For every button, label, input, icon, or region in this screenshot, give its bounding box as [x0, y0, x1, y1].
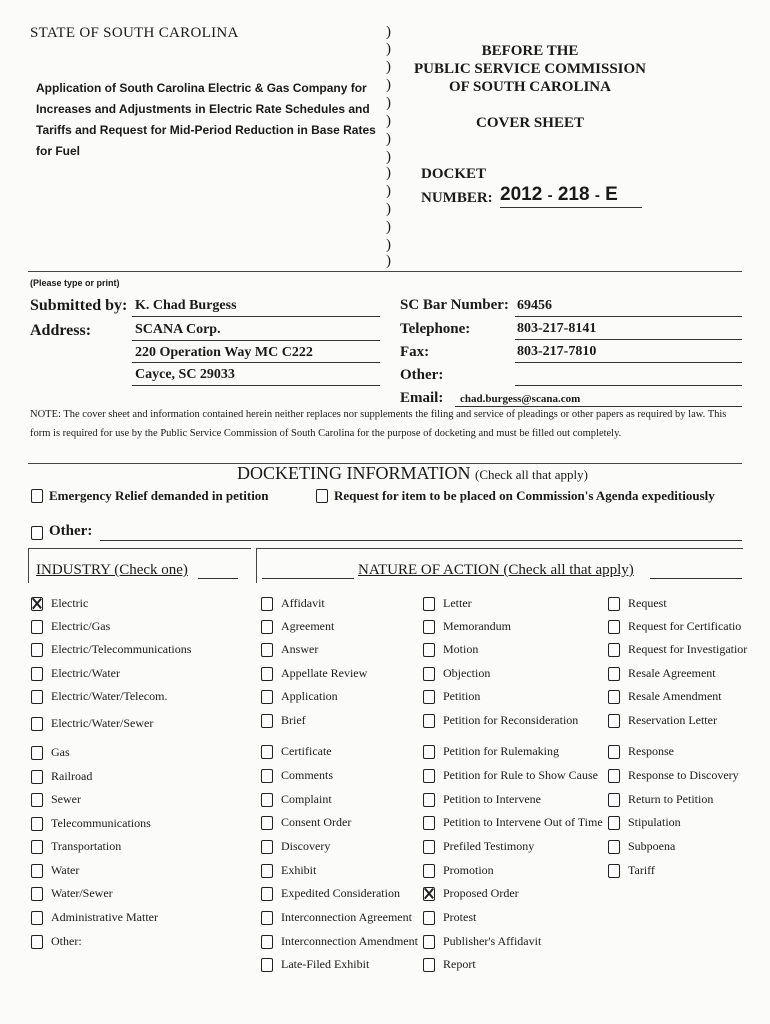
option-label: Other: [51, 934, 82, 948]
option-label: Petition for Rule to Show Cause [443, 768, 598, 782]
option-label: Petition [443, 689, 481, 703]
option-checkbox[interactable] [261, 714, 273, 728]
option-checkbox[interactable] [423, 714, 435, 728]
option-label: Transportation [51, 839, 122, 853]
caption-paren: ) [386, 59, 391, 75]
option-checkbox[interactable] [608, 793, 620, 807]
option-label: Electric/Water/Sewer [51, 716, 154, 730]
option-label: Request for Investigatior [628, 642, 748, 656]
option-checkbox[interactable] [608, 769, 620, 783]
option-label: Expedited Consideration [281, 886, 400, 900]
option-label: Certificate [281, 744, 332, 758]
option-label: Return to Petition [628, 792, 714, 806]
option-label: Publisher's Affidavit [443, 934, 542, 948]
option-checkbox[interactable] [423, 793, 435, 807]
option-checkbox[interactable] [31, 620, 43, 634]
option-label: Answer [281, 642, 319, 656]
option-label: Letter [443, 596, 472, 610]
docket-number [500, 184, 618, 206]
option-checkbox[interactable] [31, 717, 43, 731]
option-checkbox[interactable] [31, 840, 43, 854]
emergency-checkbox[interactable] [31, 489, 43, 503]
option-label: Water/Sewer [51, 886, 113, 900]
header-divider [28, 271, 742, 272]
caption-paren: ) [386, 219, 391, 235]
docketing-title-text: DOCKETING INFORMATION [237, 463, 471, 483]
option-checkbox[interactable] [608, 816, 620, 830]
docket-type: E [605, 184, 618, 205]
option-checkbox[interactable] [423, 840, 435, 854]
caption-paren: ) [386, 41, 391, 57]
option-checkbox[interactable] [423, 887, 435, 901]
option-checkbox[interactable] [31, 817, 43, 831]
option-checkbox[interactable] [423, 935, 435, 949]
docket-year: 2012 [500, 184, 543, 205]
option-label: Interconnection Amendment [281, 934, 418, 948]
option-label: Sewer [51, 792, 81, 806]
option-checkbox[interactable] [423, 597, 435, 611]
option-label: Administrative Matter [51, 910, 158, 924]
option-label: Water [51, 863, 80, 877]
option-label: Report [443, 957, 476, 971]
option-checkbox[interactable] [608, 643, 620, 657]
option-checkbox[interactable] [261, 816, 273, 830]
option-label: Stipulation [628, 815, 681, 829]
caption-paren: ) [386, 77, 391, 93]
option-checkbox[interactable] [423, 745, 435, 759]
option-checkbox[interactable] [31, 643, 43, 657]
caption-paren: ) [386, 95, 391, 111]
option-label: Discovery [281, 839, 331, 853]
option-label: Request for Certificatio [628, 619, 742, 633]
number-label: NUMBER: [421, 190, 493, 206]
address-line-1[interactable]: SCANA Corp. [135, 322, 221, 337]
option-checkbox[interactable] [423, 911, 435, 925]
industry-title: INDUSTRY (Check one) [36, 562, 188, 578]
option-label: Electric/Gas [51, 619, 111, 633]
docket-sep-2: - [594, 187, 600, 204]
cover-note: NOTE: The cover sheet and information contained herein neither replaces nor supplements the filing and service of pleadings or other papers as required by law. This form is required for use by the Public Service Commission of South Carolina for the purpose of docketing and must be filled out completely. [30, 409, 727, 439]
address-line-3-rule [132, 385, 380, 386]
bar-line [515, 316, 742, 317]
submitted-by-label: Submitted by: [30, 297, 128, 314]
name-line [132, 316, 380, 317]
option-label: Proposed Order [443, 886, 519, 900]
docketing-other-label: Other: [49, 523, 93, 539]
option-checkbox[interactable] [423, 667, 435, 681]
bar-number[interactable]: 69456 [517, 298, 552, 313]
option-checkbox[interactable] [31, 770, 43, 784]
option-label: Comments [281, 768, 334, 782]
option-label: Resale Agreement [628, 666, 716, 680]
emergency-label: Emergency Relief demanded in petition [49, 488, 269, 503]
option-checkbox[interactable] [261, 887, 273, 901]
option-label: Tariff [628, 863, 655, 877]
option-label: Prefiled Testimony [443, 839, 535, 853]
nature-title-line-left [262, 578, 354, 579]
option-checkbox[interactable] [261, 958, 273, 972]
fax-label: Fax: [400, 344, 430, 360]
option-checkbox[interactable] [608, 620, 620, 634]
other-contact-label: Other: [400, 367, 444, 383]
docket-num: 218 [557, 184, 590, 205]
option-label: Subpoena [628, 839, 676, 853]
docket-underline [500, 207, 642, 208]
option-checkbox[interactable] [31, 793, 43, 807]
option-checkbox[interactable] [261, 745, 273, 759]
option-checkbox[interactable] [261, 769, 273, 783]
submitter-name[interactable]: K. Chad Burgess [135, 298, 237, 313]
option-label: Petition to Intervene Out of Time [443, 815, 603, 829]
option-label: Petition for Reconsideration [443, 713, 579, 727]
address-line-2-rule [132, 362, 380, 363]
option-label: Electric [51, 596, 89, 610]
before-line-3: OF SOUTH CAROLINA [449, 79, 611, 95]
option-checkbox[interactable] [608, 690, 620, 704]
option-checkbox[interactable] [31, 667, 43, 681]
option-checkbox[interactable] [31, 597, 43, 611]
option-label: Exhibit [281, 863, 317, 877]
email[interactable]: chad.burgess@scana.com [460, 393, 581, 405]
caption-paren: ) [386, 149, 391, 165]
option-label: Consent Order [281, 815, 352, 829]
docket-sep-1: - [547, 187, 553, 204]
nature-title-line-right [650, 578, 742, 579]
option-checkbox[interactable] [423, 643, 435, 657]
other-contact-line [515, 385, 742, 386]
option-checkbox[interactable] [261, 911, 273, 925]
option-label: Motion [443, 642, 479, 656]
option-label: Appellate Review [281, 666, 368, 680]
fax[interactable]: 803-217-7810 [517, 344, 597, 359]
docketing-title-note: (Check all that apply) [475, 467, 588, 482]
option-checkbox[interactable] [31, 746, 43, 760]
option-label: Agreement [281, 619, 335, 633]
option-label: Complaint [281, 792, 332, 806]
address-label: Address: [30, 322, 92, 339]
option-label: Affidavit [281, 596, 325, 610]
option-checkbox[interactable] [261, 840, 273, 854]
option-checkbox[interactable] [423, 620, 435, 634]
option-checkbox[interactable] [261, 793, 273, 807]
cover-sheet-title: COVER SHEET [476, 115, 584, 131]
option-checkbox[interactable] [31, 911, 43, 925]
option-label: Protest [443, 910, 477, 924]
option-label: Electric/Water/Telecom. [51, 689, 168, 703]
option-label: Memorandum [443, 619, 511, 633]
option-checkbox[interactable] [261, 935, 273, 949]
option-checkbox[interactable] [423, 816, 435, 830]
option-label: Petition for Rulemaking [443, 744, 559, 758]
option-label: Application [281, 689, 338, 703]
caption-paren: ) [386, 237, 391, 253]
agenda-checkbox[interactable] [316, 489, 328, 503]
docketing-title [237, 463, 588, 484]
caption-paren: ) [386, 113, 391, 129]
option-checkbox[interactable] [31, 690, 43, 704]
option-checkbox[interactable] [31, 864, 43, 878]
option-checkbox[interactable] [608, 714, 620, 728]
option-checkbox[interactable] [31, 935, 43, 949]
option-label: Response [628, 744, 674, 758]
option-label: Electric/Water [51, 666, 120, 680]
option-checkbox[interactable] [261, 643, 273, 657]
option-checkbox[interactable] [608, 667, 620, 681]
option-label: Objection [443, 666, 491, 680]
option-checkbox[interactable] [608, 840, 620, 854]
docketing-other-line [100, 540, 742, 541]
option-checkbox[interactable] [423, 690, 435, 704]
option-checkbox[interactable] [31, 887, 43, 901]
option-label: Telecommunications [51, 816, 151, 830]
bar-number-label: SC Bar Number: [400, 297, 509, 313]
option-checkbox[interactable] [608, 864, 620, 878]
option-label: Electric/Telecommunications [51, 642, 192, 656]
caption-paren: ) [386, 165, 391, 181]
state-heading: STATE OF SOUTH CAROLINA [30, 25, 239, 41]
address-line-3[interactable]: Cayce, SC 29033 [135, 367, 235, 382]
option-label: Brief [281, 713, 306, 727]
nature-title: NATURE OF ACTION (Check all that apply) [358, 562, 634, 578]
docketing-other-checkbox[interactable] [31, 526, 43, 540]
caption-paren: ) [386, 24, 391, 40]
docket-label: DOCKET [421, 166, 487, 182]
option-label: Promotion [443, 863, 494, 877]
option-checkbox[interactable] [608, 597, 620, 611]
option-label: Resale Amendment [628, 689, 722, 703]
option-checkbox[interactable] [261, 864, 273, 878]
address-line-2[interactable]: 220 Operation Way MC C222 [135, 345, 313, 360]
telephone[interactable]: 803-217-8141 [517, 321, 597, 336]
agenda-label: Request for item to be placed on Commission's Agenda expeditiously [334, 488, 715, 503]
before-line-1: BEFORE THE [481, 43, 579, 59]
telephone-label: Telephone: [400, 321, 471, 337]
application-caption: Application of South Carolina Electric & Gas Company for Increases and Adjustments in Electric Rate Schedules and Tariffs and Request for Mid-Period Reduction in Base Rates for Fuel [36, 81, 376, 158]
option-label: Request [628, 596, 667, 610]
fax-line [515, 362, 742, 363]
caption-paren: ) [386, 253, 391, 269]
option-checkbox[interactable] [261, 620, 273, 634]
please-type-note: (Please type or print) [30, 278, 120, 288]
option-label: Response to Discovery [628, 768, 739, 782]
option-checkbox[interactable] [423, 769, 435, 783]
caption-paren: ) [386, 201, 391, 217]
caption-paren: ) [386, 131, 391, 147]
option-label: Gas [51, 745, 70, 759]
option-label: Late-Filed Exhibit [281, 957, 370, 971]
before-line-2: PUBLIC SERVICE COMMISSION [413, 61, 646, 77]
telephone-line [515, 339, 742, 340]
caption-paren: ) [386, 183, 391, 199]
option-checkbox[interactable] [261, 667, 273, 681]
email-label: Email: [400, 390, 444, 406]
option-checkbox[interactable] [423, 958, 435, 972]
option-checkbox[interactable] [261, 690, 273, 704]
option-label: Petition to Intervene [443, 792, 541, 806]
option-label: Interconnection Agreement [281, 910, 412, 924]
option-checkbox[interactable] [261, 597, 273, 611]
option-label: Reservation Letter [628, 713, 717, 727]
option-checkbox[interactable] [423, 864, 435, 878]
option-label: Railroad [51, 769, 93, 783]
industry-title-line [198, 578, 238, 579]
option-checkbox[interactable] [608, 745, 620, 759]
address-line-1-rule [132, 340, 380, 341]
